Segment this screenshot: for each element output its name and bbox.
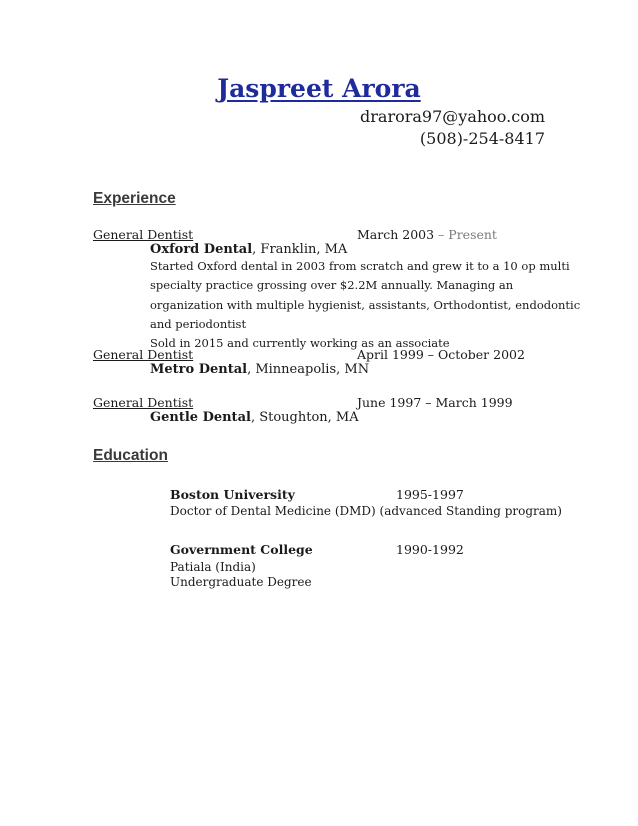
school-1-name: Boston University [170, 487, 295, 502]
job-1-date-end: Present [448, 227, 497, 242]
school-2-name: Government College [170, 542, 313, 557]
job-2-dates: April 1999 – October 2002 [357, 347, 525, 362]
school-1-degree: Doctor of Dental Medicine (DMD) (advanced Standing program) [170, 504, 562, 518]
job-3-location: , Stoughton, MA [250, 410, 359, 425]
job-1-desc-line: Started Oxford dental in 2003 from scratch and grew it to a 10 op multi [150, 259, 570, 273]
job-1-date-start: March 2003 [357, 227, 435, 242]
job-1-dates [357, 227, 497, 242]
job-3-employer: Gentle Dental [150, 410, 251, 425]
job-1-title: General Dentist [93, 227, 194, 242]
experience-heading: Experience [93, 190, 176, 207]
school-2-years: 1990-1992 [396, 542, 464, 557]
job-1-desc-line: organization with multiple hygienist, assistants, Orthodontist, endodontic [150, 297, 581, 312]
job-1-desc-line: Sold in 2015 and currently working as an associate [150, 336, 450, 351]
job-1-desc-line: specialty practice grossing over $2.2M annually. Managing an [150, 278, 514, 293]
job-1-employer-line [150, 242, 347, 257]
job-1-location: , Franklin, MA [252, 242, 348, 257]
job-2-title: General Dentist [93, 347, 194, 362]
job-2-location: , Minneapolis, MN [247, 362, 370, 377]
job-3-dates: June 1997 – March 1999 [357, 395, 513, 410]
job-3-title: General Dentist [93, 395, 194, 410]
school-2-location: Patiala (India) [170, 560, 256, 574]
job-1-date-sep: – [434, 227, 449, 242]
email-address: drarora97@yahoo.com [360, 107, 545, 126]
candidate-name: Jaspreet Arora [217, 74, 421, 103]
school-2-degree: Undergraduate Degree [170, 575, 312, 589]
job-3-employer-line [150, 410, 359, 425]
education-heading: Education [93, 447, 168, 464]
school-1-years: 1995-1997 [396, 487, 464, 502]
job-2-employer-line [150, 362, 369, 377]
phone-number: (508)-254-8417 [419, 129, 545, 148]
job-1-employer: Oxford Dental [150, 242, 253, 257]
job-2-employer: Metro Dental [150, 362, 248, 377]
job-1-desc-line: and periodontist [150, 316, 247, 331]
job-1-description [150, 257, 580, 353]
